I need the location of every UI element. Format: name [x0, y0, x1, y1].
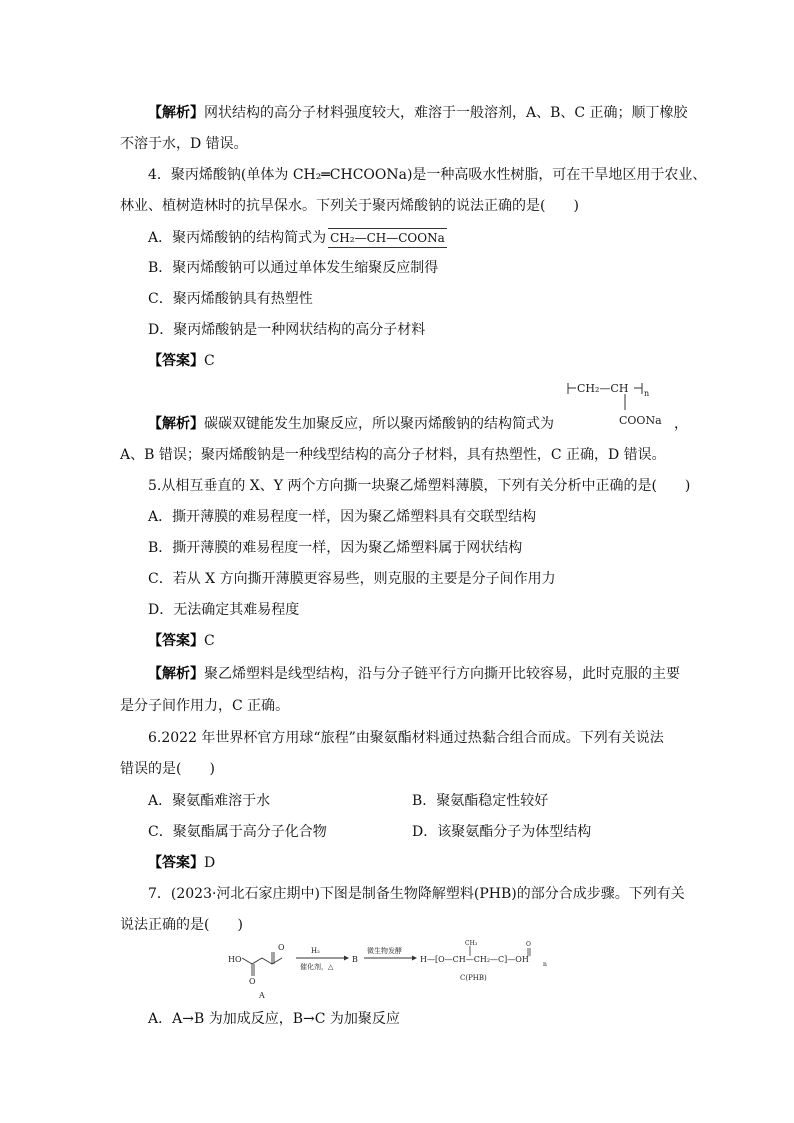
- q4-analysis-tag: 【解析】: [148, 416, 204, 432]
- q7-scheme-c-label: C(PHB): [460, 974, 487, 982]
- q6-option-c: C．聚氨酯属于高分子化合物: [148, 824, 327, 840]
- q4-analysis-line2: A、B 错误；聚丙烯酸钠是一种线型结构的高分子材料，具有热塑性，C 正确，D 错误。: [120, 447, 666, 463]
- q4-stem-line2: 林业、植树造林时的抗旱保水。下列关于聚丙烯酸钠的说法正确的是( ): [120, 198, 579, 214]
- q4-option-a-text: A．聚丙烯酸钠的结构简式为: [148, 230, 327, 246]
- q5-analysis-tag: 【解析】: [148, 666, 204, 682]
- q4-structure-n: n: [644, 389, 650, 398]
- q4-answer-tag: 【答案】: [148, 353, 204, 369]
- q7-stem-line2: 说法正确的是( ): [120, 917, 243, 933]
- q4-structure-sub: COONa: [619, 414, 662, 427]
- q6-answer: [148, 854, 215, 872]
- q4-structure-formula: [562, 378, 682, 430]
- q3-analysis-line2: 不溶于水，D 错误。: [120, 136, 248, 152]
- q4-option-c: C．聚丙烯酸钠具有热塑性: [148, 291, 313, 307]
- q5-option-d: D．无法确定其难易程度: [148, 602, 300, 618]
- q4-option-a: [148, 228, 447, 248]
- q5-analysis-text1: 聚乙烯塑料是线型结构，沿与分子链平行方向撕开比较容易，此时克服的主要: [204, 666, 680, 682]
- q7-scheme-ferment: 微生物发酵: [367, 947, 402, 955]
- q7-scheme-o1: O: [249, 977, 256, 986]
- q6-option-d: D．该聚氨酯分子为体型结构: [412, 824, 592, 840]
- q4-structure-main: CH₂—CH: [577, 382, 629, 395]
- q7-scheme-b: B: [352, 955, 358, 964]
- q6-option-a: A．聚氨酯难溶于水: [148, 793, 271, 809]
- q7-scheme-h2: H₂: [311, 947, 320, 955]
- q5-answer-tag: 【答案】: [148, 633, 204, 649]
- q6-option-b: B．聚氨酯稳定性较好: [412, 793, 549, 809]
- q4-stem-line1: 4．聚丙烯酸钠(单体为 CH₂═CHCOONa)是一种高吸水性树脂，可在干旱地区用于农业、: [148, 167, 707, 183]
- q5-analysis-line1: [148, 665, 680, 683]
- q3-analysis-text1: 网状结构的高分子材料强度较大，难溶于一般溶剂，A、B、C 正确；顺丁橡胶: [204, 105, 688, 121]
- q7-scheme-product: H—[O—CH—CH₂—C]—OH: [420, 955, 529, 964]
- q7-scheme-n: n: [543, 961, 547, 968]
- q6-stem-line1: 6.2022 年世界杯官方用球“旅程”由聚氨酯材料通过热黏合组合而成。下列有关说法: [148, 730, 664, 746]
- q6-stem-line2: 错误的是( ): [120, 761, 215, 777]
- q5-option-b: B．撕开薄膜的难易程度一样，因为聚乙烯塑料属于网状结构: [148, 540, 523, 556]
- q7-scheme-catalyst: 催化剂，△: [300, 963, 334, 971]
- q5-answer: [148, 632, 215, 650]
- q4-answer-value: C: [204, 353, 215, 369]
- q4-analysis-text1: 碳碳双键能发生加聚反应，所以聚丙烯酸钠的结构简式为: [204, 416, 554, 432]
- q5-option-c: C．若从 X 方向撕开薄膜更容易些，则克服的主要是分子间作用力: [148, 571, 556, 587]
- q7-scheme-ho: HO: [228, 955, 242, 964]
- q6-answer-value: D: [204, 855, 216, 871]
- q4-option-b: B．聚丙烯酸钠可以通过单体发生缩聚反应制得: [148, 260, 439, 276]
- q7-scheme-a-label: A: [259, 991, 265, 1000]
- q4-answer: [148, 352, 215, 370]
- q5-analysis-line2: 是分子间作用力，C 正确。: [120, 698, 290, 714]
- q7-scheme-ch3: CH₃: [465, 940, 478, 947]
- q7-stem-line1: 7．(2023·河北石家庄期中)下图是制备生物降解塑料(PHB)的部分合成步骤。下列有关: [148, 886, 685, 902]
- q7-scheme-o2: O: [278, 943, 285, 952]
- q7-reaction-scheme: [226, 940, 576, 1002]
- q4-option-a-formula: CH₂—CH—COONa: [330, 231, 445, 245]
- q4-analysis-comma: ，: [674, 416, 688, 432]
- q7-option-a: A．A→B 为加成反应，B→C 为加聚反应: [148, 1011, 400, 1027]
- q4-option-d: D．聚丙烯酸钠是一种网状结构的高分子材料: [148, 322, 426, 338]
- q4-analysis-line1: [148, 415, 554, 433]
- q3-analysis-tag: 【解析】: [148, 105, 204, 121]
- q5-answer-value: C: [204, 633, 215, 649]
- q6-answer-tag: 【答案】: [148, 855, 204, 871]
- q7-scheme-o3: O: [526, 941, 531, 948]
- q5-stem: 5.从相互垂直的 X、Y 两个方向撕一块聚乙烯塑料薄膜，下列有关分析中正确的是( ): [148, 478, 691, 494]
- q3-analysis-line1: [148, 104, 688, 122]
- q5-option-a: A．撕开薄膜的难易程度一样，因为聚乙烯塑料具有交联型结构: [148, 509, 537, 525]
